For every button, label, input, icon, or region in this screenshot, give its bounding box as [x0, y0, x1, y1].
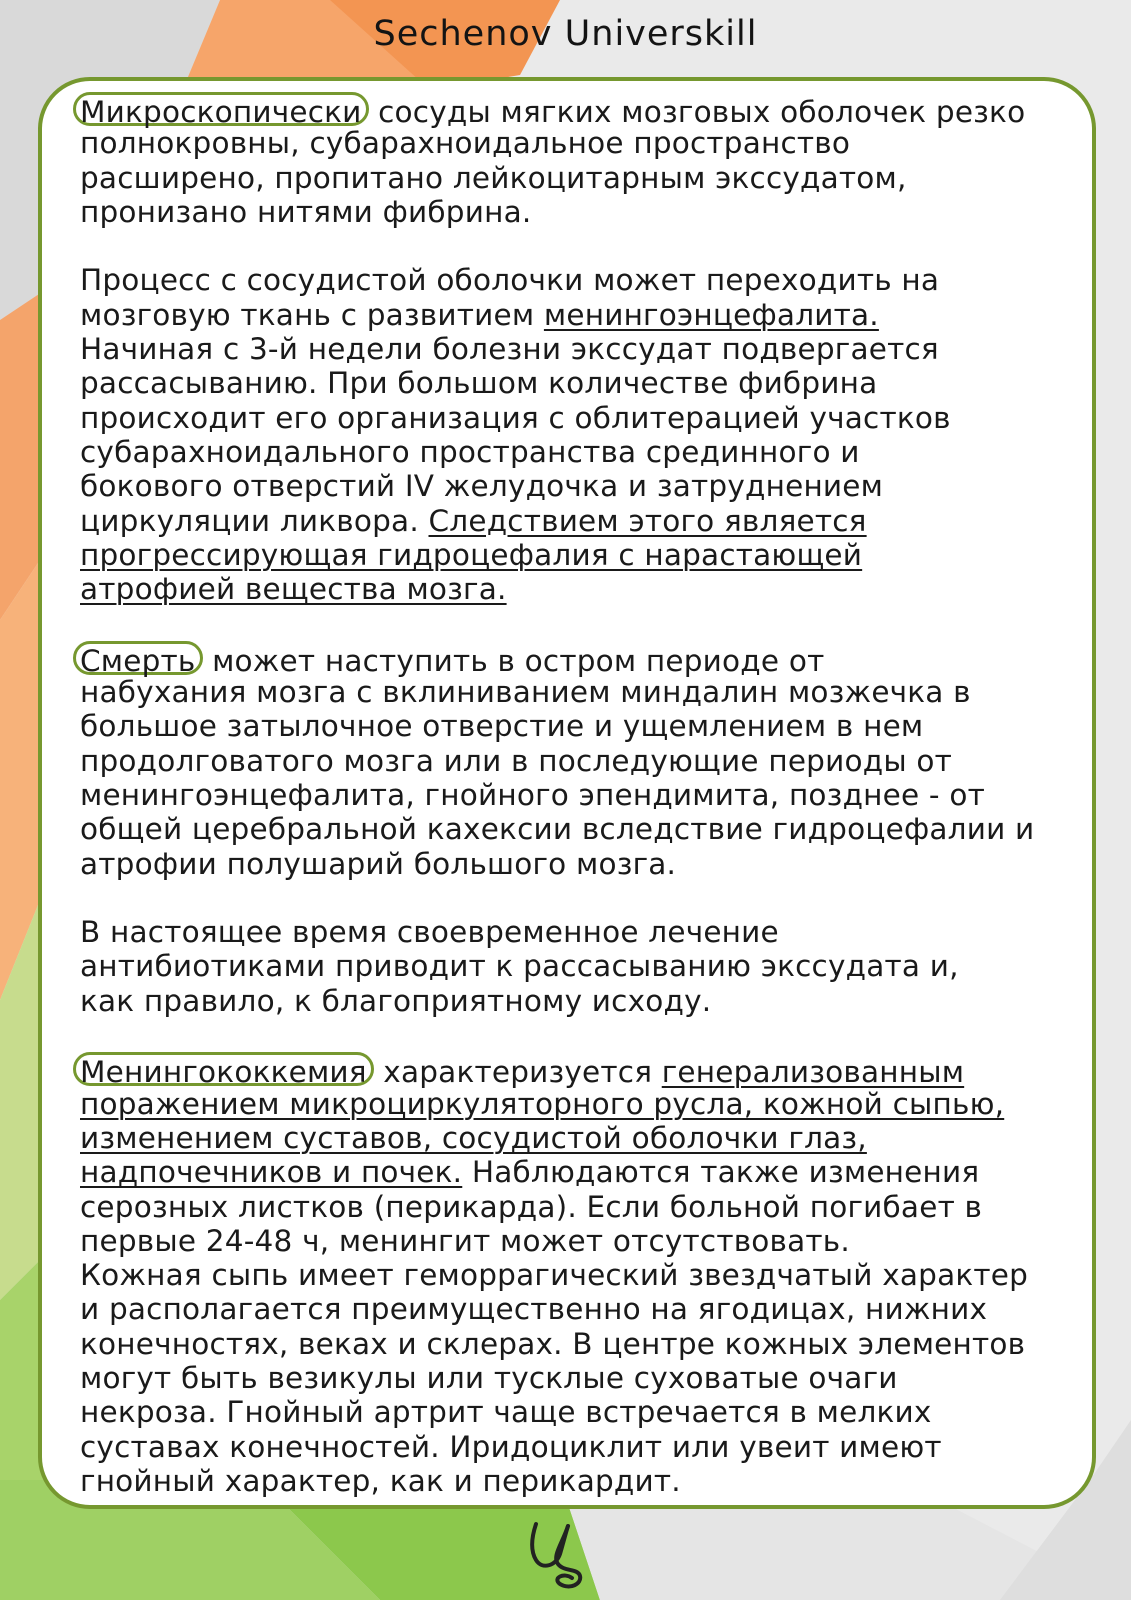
text-segment: может наступить в остром периоде от: [202, 643, 825, 678]
text-line: [80, 1155, 1080, 1189]
text-line: [80, 1121, 1080, 1155]
text-line: [80, 161, 1080, 195]
text-segment: могут быть везикулы или тусклые суховатые очаги: [80, 1360, 898, 1395]
text-line: [80, 1052, 1080, 1090]
text-line: [80, 847, 1080, 881]
text-line: [80, 1087, 1080, 1121]
text-line: [80, 469, 1080, 503]
text-segment: большое затылочное отверстие и ущемлением в нем: [80, 709, 924, 744]
underlined-text: надпочечников и почек.: [80, 1155, 463, 1190]
text-segment: первые 24-48 ч, менингит может отсутствовать.: [80, 1223, 850, 1258]
text-segment: набухания мозга с вклиниванием миндалин мозжечка в: [80, 675, 971, 710]
text-segment: сосуды мягких мозговых оболочек резко: [368, 95, 1026, 129]
text-line: [80, 1190, 1080, 1224]
paragraph: [80, 641, 1080, 881]
text-line: [80, 1395, 1080, 1429]
text-line: [80, 744, 1080, 778]
underlined-text: прогрессирующая гидроцефалия с нарастающей: [80, 537, 863, 572]
text-line: [80, 778, 1080, 812]
text-segment: серозных листков (перикарда). Если больной погибает в: [80, 1189, 983, 1224]
text-line: [80, 92, 1080, 129]
text-line: [80, 298, 1080, 332]
text-segment: бокового отверстий IV желудочка и затруднением: [80, 469, 884, 504]
paragraph-gap: [80, 881, 1080, 915]
text-segment: как правило, к благоприятному исходу.: [80, 983, 712, 1018]
text-line: [80, 1327, 1080, 1361]
header-title: Sechenov Universkill: [373, 14, 758, 54]
text-segment: продолговатого мозга или в последующие периоды от: [80, 743, 953, 778]
text-segment: и располагается преимущественно на ягодицах, нижних: [80, 1292, 988, 1327]
text-segment: рассасыванию. При большом количестве фибрина: [80, 366, 878, 401]
text-segment: циркуляции ликвора.: [80, 503, 429, 538]
text-segment: субарахноидального пространства срединного и: [80, 434, 860, 469]
paragraph-gap: [80, 229, 1080, 263]
text-segment: расширено, пропитано лейкоцитарным экссудатом,: [80, 160, 907, 195]
text-segment: полнокровны, субарахноидальное пространство: [80, 126, 851, 161]
text-segment: Процесс с сосудистой оболочки может переходить на: [80, 263, 940, 298]
highlighted-term: Микроскопически: [73, 92, 369, 126]
text-segment: общей церебральной кахексии вследствие гидроцефалии и: [80, 812, 1035, 847]
underlined-text: поражением микроциркуляторного русла, кожной сыпью,: [80, 1086, 1005, 1121]
underlined-text: изменением суставов, сосудистой оболочки глаз,: [80, 1120, 867, 1155]
text-line: [80, 949, 1080, 983]
text-line: [80, 263, 1080, 297]
paragraph-gap: [80, 1018, 1080, 1052]
text-segment: характеризуется: [373, 1055, 662, 1090]
underlined-text: атрофией вещества мозга.: [80, 572, 507, 607]
text-line: [80, 1258, 1080, 1292]
text-line: [80, 572, 1080, 606]
text-line: [80, 1361, 1080, 1395]
underlined-text: менингоэнцефалита.: [543, 297, 879, 332]
highlighted-term: Менингококкемия: [73, 1052, 374, 1086]
text-segment: некроза. Гнойный артрит чаще встречается в мелких: [80, 1395, 932, 1430]
text-line: [80, 675, 1080, 709]
text-line: [80, 435, 1080, 469]
text-line: [80, 709, 1080, 743]
text-segment: Начиная с 3-й недели болезни экссудат подвергается: [80, 332, 939, 367]
text-segment: атрофии полушарий большого мозга.: [80, 846, 677, 881]
text-line: [80, 1464, 1080, 1498]
universkill-logo-icon: [522, 1520, 588, 1590]
text-segment: мозговую ткань с развитием: [80, 297, 544, 332]
paragraph: [80, 915, 1080, 1018]
paragraph: [80, 92, 1080, 229]
text-segment: суставах конечностей. Иридоциклит или увеит имеют: [80, 1429, 942, 1464]
text-segment: Наблюдаются также изменения: [462, 1155, 980, 1190]
text-line: [80, 504, 1080, 538]
text-segment: менингоэнцефалита, гнойного эпендимита, позднее - от: [80, 777, 985, 812]
text-segment: пронизано нитями фибрина.: [80, 194, 532, 229]
text-line: [80, 641, 1080, 678]
text-line: [80, 366, 1080, 400]
highlighted-term: Смерть: [73, 641, 203, 675]
text-line: [80, 332, 1080, 366]
paragraph: [80, 263, 1080, 606]
underlined-text: Следствием этого является: [428, 503, 867, 538]
text-line: [80, 401, 1080, 435]
text-line: [80, 538, 1080, 572]
text-segment: Кожная сыпь имеет геморрагический звездчатый характер: [80, 1258, 1029, 1293]
text-line: [80, 1292, 1080, 1326]
text-segment: гнойный характер, как и перикардит.: [80, 1463, 681, 1498]
underlined-text: генерализованным: [661, 1055, 965, 1090]
text-segment: В настоящее время своевременное лечение: [80, 915, 779, 950]
text-line: [80, 1224, 1080, 1258]
text-line: [80, 1430, 1080, 1464]
text-segment: антибиотиками приводит к рассасыванию экссудата и,: [80, 949, 959, 984]
text-line: [80, 812, 1080, 846]
paragraph: [80, 1052, 1080, 1498]
document-body: [80, 92, 1080, 1498]
text-line: [80, 984, 1080, 1018]
text-line: [80, 126, 1080, 160]
text-line: [80, 915, 1080, 949]
text-line: [80, 195, 1080, 229]
paragraph-gap: [80, 606, 1080, 640]
text-segment: конечностях, веках и склерах. В центре кожных элементов: [80, 1326, 1026, 1361]
text-segment: происходит его организация с облитерацией участков: [80, 400, 951, 435]
